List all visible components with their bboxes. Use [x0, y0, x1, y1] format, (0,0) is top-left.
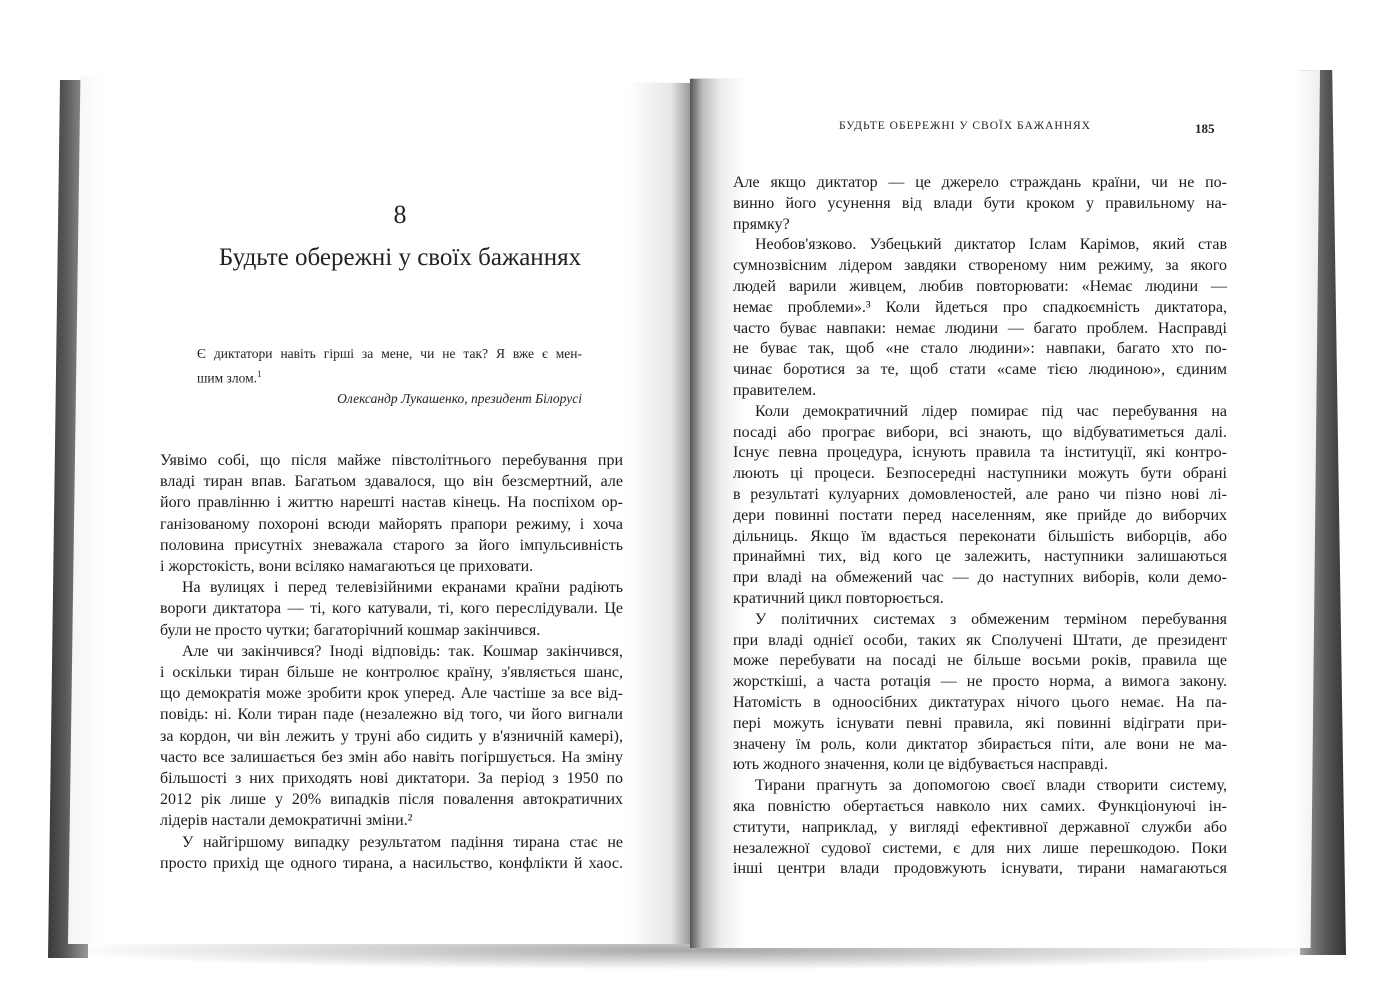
text-line: значену їм роль, коли диктатор збирається піти, але вони не ма- — [733, 735, 1227, 753]
text-line: що демократія може зробити крок уперед. Але частіше за все від- — [160, 685, 623, 703]
text-line: не буває так, щоб «не стало людини»: навпаки, багато хто по- — [733, 340, 1227, 358]
epigraph-line: Є диктатори навіть гірші за мене, чи не так? Я вже є мен- — [197, 346, 582, 361]
text-line: Але якщо диктатор — це джерело страждань країни, чи не по- — [733, 174, 1227, 191]
epigraph-text: шим злом. — [197, 370, 258, 386]
text-line: Але чи закінчився? Іноді відповідь: так. Кошмар закінчився, — [182, 642, 623, 660]
text-line: 2012 рік лише у 20% випадків після повалення автократичних — [160, 791, 623, 809]
text-line: при владі однієї особи, таких як Сполучені Штати, де президент — [733, 631, 1227, 649]
text-line: кратичний цикл повторюється. — [733, 590, 944, 607]
text-line: пері можуть існувати певні правила, які повинні відіграти при- — [733, 714, 1227, 732]
text-line: чинає боротися за те, щоб стати «саме тією людиною», єдиним — [733, 361, 1227, 379]
text-line: ють жодного значення, коли це відбувається насправді. — [733, 756, 1108, 774]
epigraph-author: Олександр Лукашенко, президент Білорусі — [337, 391, 582, 406]
epigraph-line — [197, 369, 582, 387]
text-line: У політичних системах з обмеженим терміном перебування — [755, 610, 1227, 628]
text-line: Існує певна процедура, існують правила та інституції, які контро- — [733, 444, 1227, 462]
text-line: лідерів настали демократичні зміни.² — [160, 812, 413, 830]
text-line: На вулицях і перед телевізійними екранами країни радіють — [182, 579, 623, 597]
text-line: і жорстокість, вони всіляко намагаються це приховати. — [160, 558, 534, 575]
text-line: за кордон, чи він лежить у труні або сидить у в'язничній камері), — [160, 727, 623, 745]
page-number: 185 — [1195, 121, 1215, 136]
text-line: яка повністю обертається навколо них самих. Функціонуючі ін- — [733, 798, 1227, 815]
running-head: БУДЬТЕ ОБЕРЕЖНІ У СВОЇХ БАЖАННЯХ — [839, 120, 1091, 132]
text-line: в результаті кулуарних домовленостей, але рано чи пізно нові лі- — [733, 486, 1227, 503]
footnote-marker: 1 — [257, 369, 262, 379]
text-line: жорсткіші, а часта ротація — не просто норма, а вимога закону. — [733, 673, 1227, 691]
chapter-title: Будьте обережні у своїх бажаннях — [218, 244, 582, 271]
text-line: його правлінню і життю нарешті настав кінець. На поспіхом ор- — [160, 494, 623, 512]
text-line: може перебувати на посаді не більше восьми років, правила ще — [733, 652, 1227, 670]
text-line: людей варили живцем, любив повторювати: «Немає людини — — [733, 278, 1227, 295]
text-line: більшості з них приходять нові диктатори. За період з 1950 по — [160, 770, 623, 787]
text-line: Уявімо собі, що після майже півстолітнього перебування при — [160, 452, 623, 469]
text-line: дери повинні постати перед населенням, яке прийде до виборчих — [733, 506, 1227, 524]
text-line: часто все залишається без змін або навіть погіршується. На зміну — [160, 748, 623, 766]
text-line: Натомість в одноосібних диктатурах нічого цього немає. На па- — [733, 694, 1227, 711]
text-line: посаді або програє вибори, всі знають, що відбуватиметься далі. — [733, 423, 1227, 441]
text-line: інші центри влади продовжують існувати, тирани намагаються — [733, 860, 1227, 878]
text-line: винно його усунення від влади бути кроком у правильному на- — [733, 194, 1227, 212]
text-line: вороги диктатора — ті, кого катували, ті, кого переслідували. Це — [160, 600, 623, 618]
text-line: правителем. — [733, 382, 817, 399]
text-line: сумнозвісним лідером завдяки створеному ним режиму, за якого — [733, 257, 1227, 275]
text-line: і оскільки тиран більше не контролює країну, з'являється шанс, — [160, 664, 623, 681]
text-line: владі тиран впав. Багатьом здавалося, що він безсмертний, але — [160, 473, 623, 491]
text-line: половина присутніх зневажала старого за його імпульсивність — [160, 536, 623, 554]
text-line: люють ці процеси. Безпосередні наступники можуть бути обрані — [733, 465, 1227, 483]
text-line: просто прихід ще одного тирана, а насильство, конфлікти й хаос. — [160, 854, 623, 872]
text-line: дільниць. Якщо їм вдасться переконати більшість виборців, або — [733, 527, 1227, 545]
text-line: Коли демократичний лідер помирає під час перебування на — [755, 402, 1227, 420]
text-line: часто буває навпаки: немає людини — багато проблем. Насправді — [733, 319, 1227, 337]
text-line: незалежної судової системи, є для них лише перешкодою. Поки — [733, 839, 1227, 857]
text-line: повідь: ні. Коли тиран паде (незалежно від того, чи його вигнали — [160, 706, 623, 724]
chapter-number: 8 — [393, 200, 407, 229]
text-line: ститути, наприклад, у вигляді ефективної державної служби або — [733, 818, 1227, 836]
text-line: ганізованому похороні всюди майорять прапори режиму, і хоча — [160, 515, 623, 533]
text-line: Необов'язково. Узбецький диктатор Іслам Карімов, який став — [755, 236, 1227, 254]
text-line: при владі на обмежений час — до наступних виборів, коли демо- — [733, 569, 1227, 587]
text-line: У найгіршому випадку результатом падіння тирана стає не — [182, 833, 623, 851]
text-line: немає проблеми».³ Коли йдеться про спадкоємність диктатора, — [733, 298, 1227, 316]
text-line: були не просто чутки; багаторічний кошмар закінчився. — [160, 621, 541, 639]
text-line: принаймні тих, від кого це залежить, наступники залишаються — [733, 548, 1227, 566]
text-line: прямку? — [733, 215, 790, 233]
text-line: Тирани прагнуть за допомогою своєї влади створити систему, — [755, 777, 1227, 795]
